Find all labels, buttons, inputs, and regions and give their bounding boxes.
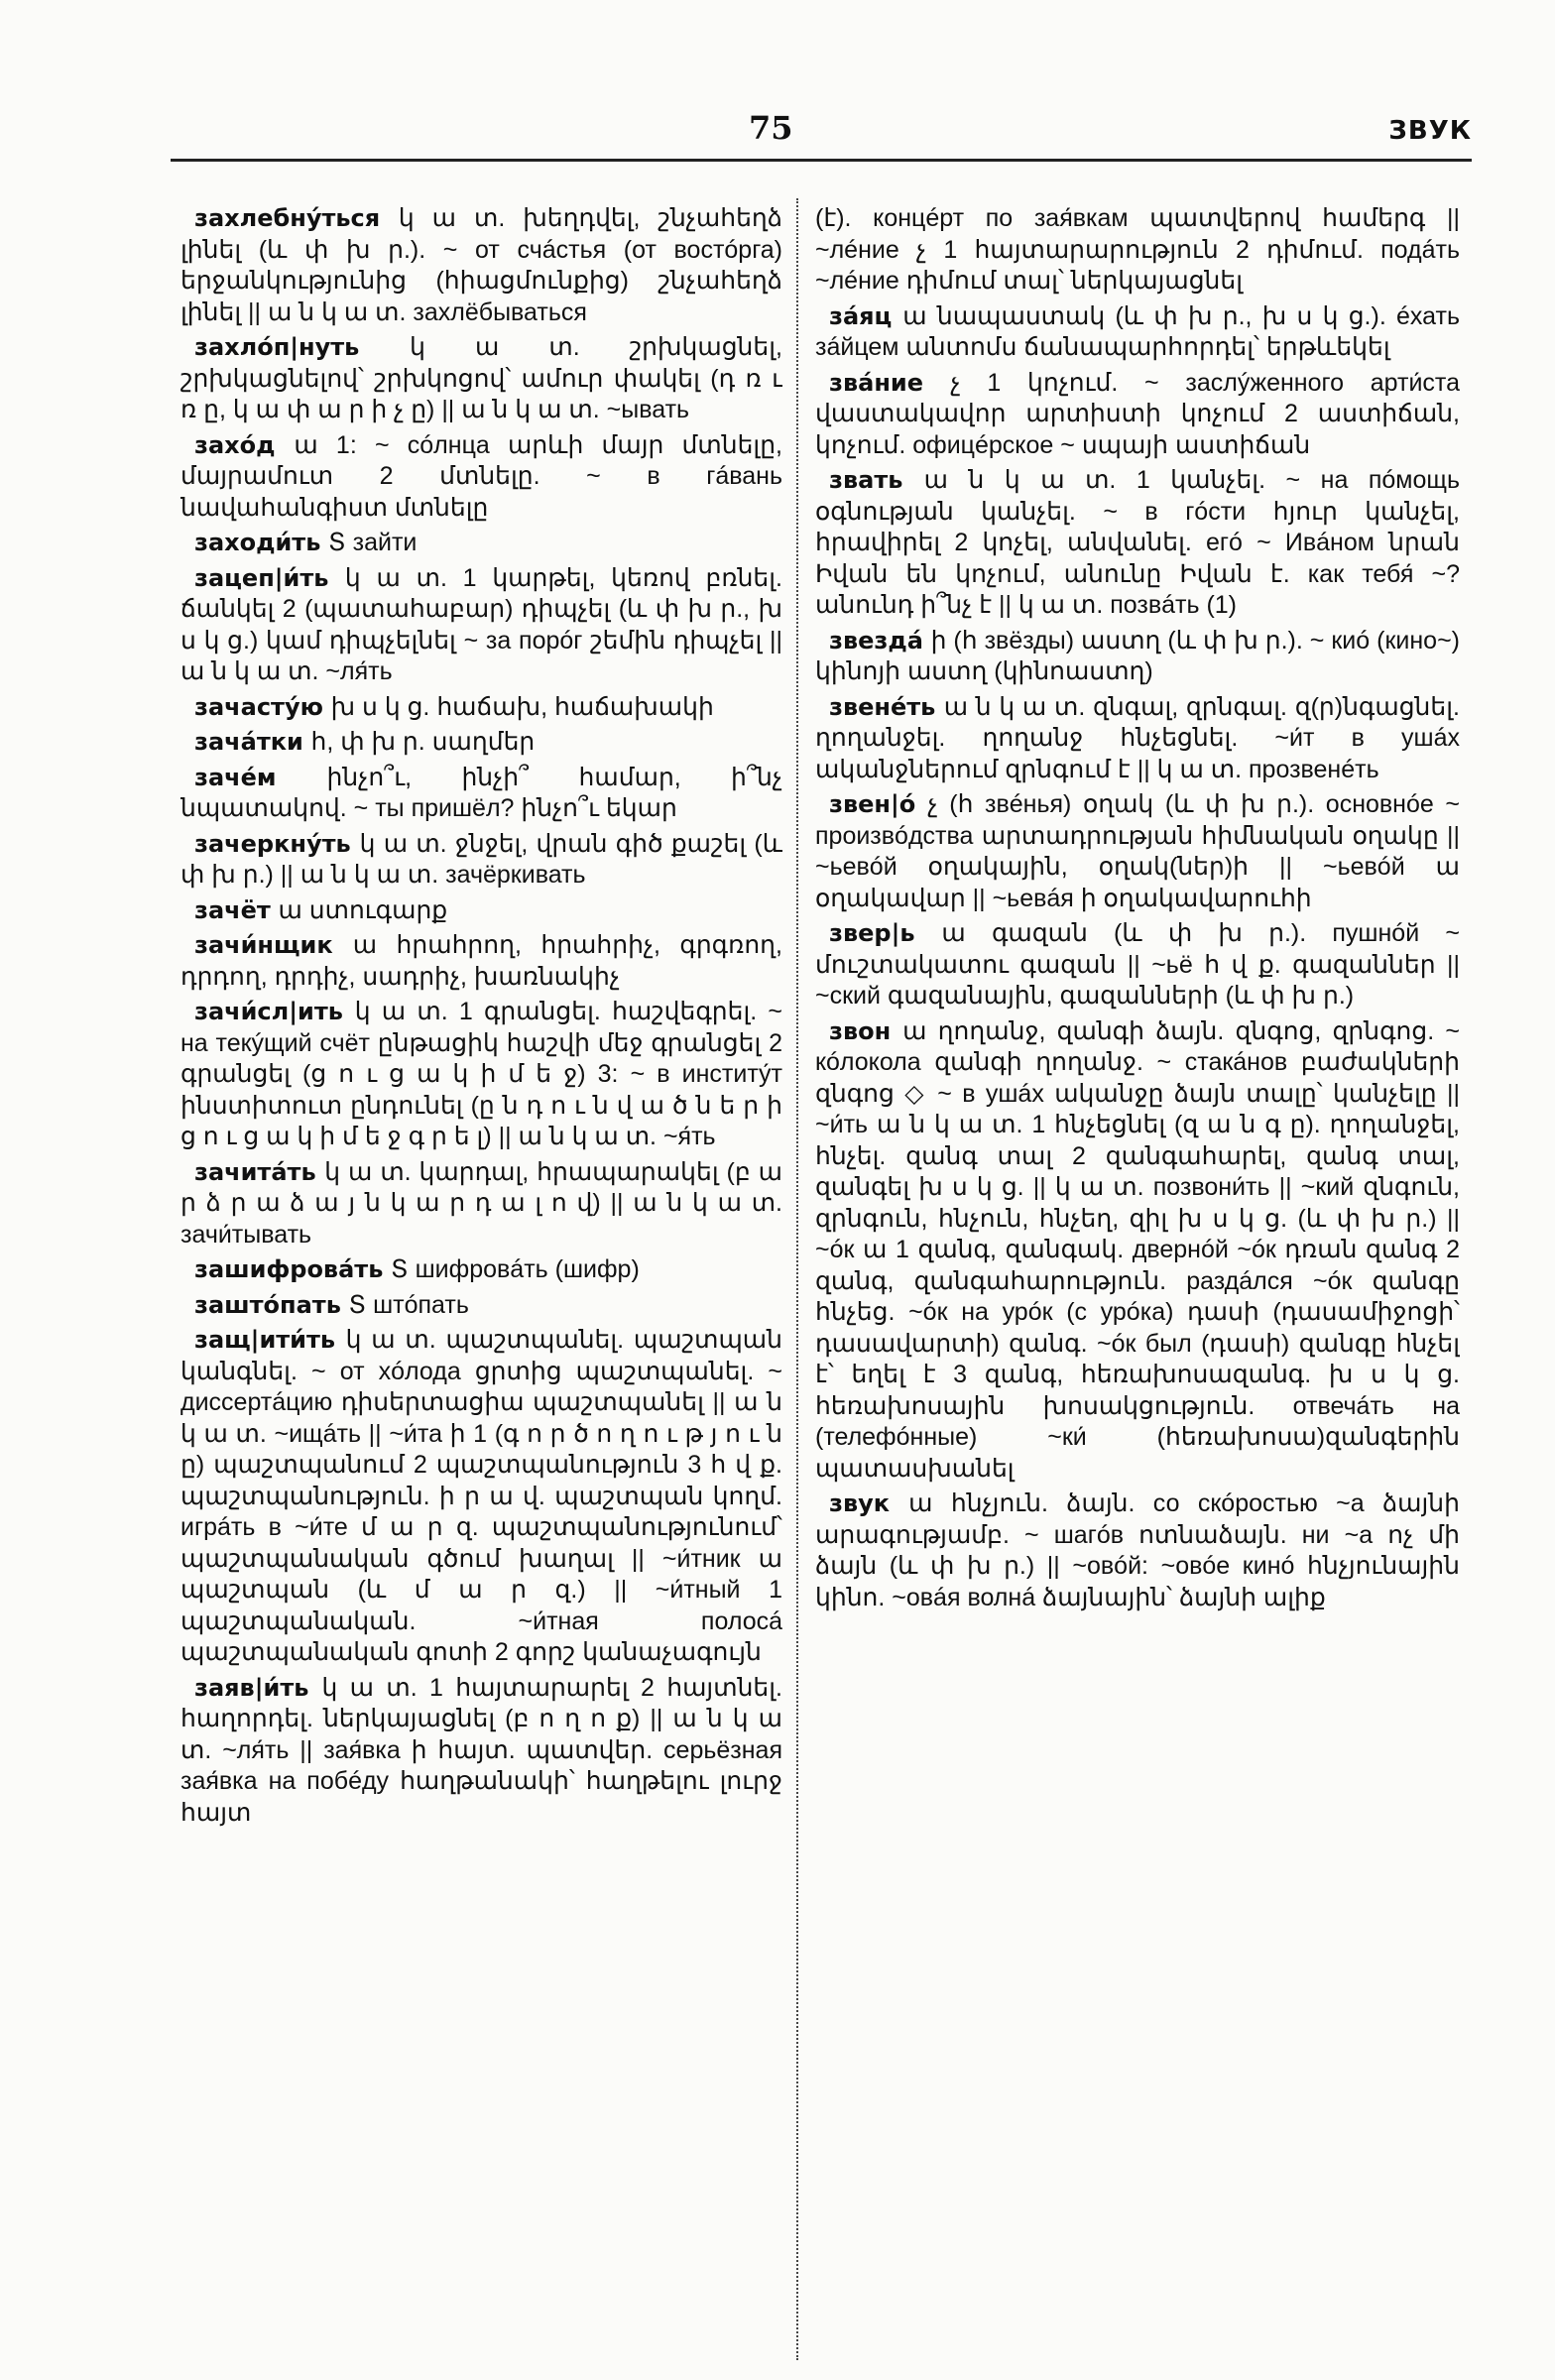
dictionary-entry xyxy=(180,563,782,688)
entry-definition: կ ա տ. 1 կարթել, կեռով բռնել. ճանկել 2 (պատահաբար) դիպչել (և փ խ ր., խ ս կ ց.) կամ դիպչելնել ~ за порóг շեմին դիպչել || ա ն կ ա տ. ~ля́ть xyxy=(180,563,782,685)
entry-headword: зацеп|и́ть xyxy=(194,563,329,592)
entry-headword: звон xyxy=(829,1016,892,1045)
dictionary-entry xyxy=(180,829,782,892)
dictionary-entry xyxy=(815,203,1460,298)
dictionary-entry xyxy=(180,692,782,724)
entry-headword: зачастýю xyxy=(194,692,323,721)
entry-definition: (է). концéрт по зая́вкам պատվերով համերգ || ~лéние չ 1 հայտարարություն 2 դիմում. подáть ~лéние դիմում տալ՝ ներկայացնել xyxy=(815,204,1460,295)
entry-definition: Տ шифровáть (шифр) xyxy=(391,1255,640,1283)
entry-definition: չ (հ звéнья) օղակ (և փ խ ր.). основнóе ~ произвóдства արտադրության հիմնական օղակը || ~ьевóй օղակային, օղակ(ներ)ի || ~ьевóй ա օղակավար || ~ьевáя ի օղակավարուհի xyxy=(815,790,1460,912)
entry-definition: կ ա տ. կարդալ, հրապարակել (բ ա ր ձ ր ա ձ ա յ ն կ ա ր դ ա լ ո վ) || ա ն կ ա տ. зачи́тывать xyxy=(180,1157,782,1249)
dictionary-entry xyxy=(180,1673,782,1830)
entry-definition: ա հնչյուն. ձայն. со скóростью ~а ձայնի արագությամբ. ~ шагóв ոտնաձայն. ни ~а ոչ մի ձայն (և փ խ ր.) || ~овóй: ~овóе кинó հնչյունային կինո. ~овáя волнá ձայնային՝ ձայնի ալիք xyxy=(815,1489,1460,1611)
entry-definition: ա 1: ~ сóлнца արևի մայր մտնելը, մայրամուտ 2 մտնելը. ~ в гáвань նավահանգիստ մտնելը xyxy=(180,430,782,522)
dictionary-entry xyxy=(180,1254,782,1286)
header-rule xyxy=(171,159,1472,162)
dictionary-entry xyxy=(815,626,1460,688)
entry-headword: звен|ó xyxy=(829,790,916,818)
entry-headword: зачитáть xyxy=(194,1157,316,1186)
entry-headword: звер|ь xyxy=(829,919,915,947)
entry-headword: звенéть xyxy=(829,692,936,721)
dictionary-entry xyxy=(815,368,1460,462)
entry-definition: ա ն կ ա տ. 1 կանչել. ~ на пóмощь օգնության կանչել. ~ в гóсти հյուր կանչել, հրավիրել 2 կոչել, անվանել. егó ~ Ивáном նրան Իվան են կոչում, անունը Իվան է. как тебя́ ~? անունդ ի՞նչ է || կ ա տ. позвáть (1) xyxy=(815,466,1460,619)
entry-definition: կ ա տ. շրխկացնել, շրխկացնելով՝ շրխկոցով՝ ամուր փակել (դ ռ ւ ռ ը, կ ա փ ա ր ի չ ը) || ա ն կ ա տ. ~ывать xyxy=(180,333,782,423)
entry-headword: звездá xyxy=(829,626,923,654)
dictionary-entry xyxy=(815,1488,1460,1613)
entry-headword: зачи́нщик xyxy=(194,931,333,959)
entry-definition: կ ա տ. պաշտպանել. պաշտպան կանգնել. ~ от хóлода ցրտից պաշտպանել. ~ диссертáцию դիսերտացիա պաշտպանել || ա ն կ ա տ. ~ищáть || ~и́та ի 1 (գ ո ր ծ ո ղ ո ւ թ յ ո ւ ն ը) պաշտպանում 2 պաշտպանություն 3 հ վ ք. պաշտպանություն. ի ր ա վ. պաշտպան կողմ. игрáть в ~и́те մ ա ր զ. պաշտպանությունում՝ պաշտպանական գծում խաղալ || ~и́тник ա պաշտպան (և մ ա ր զ.) || ~и́тный 1 պաշտպանական. ~и́тная полосá պաշտպանական գոտի 2 գորշ կանաչագույն xyxy=(180,1326,782,1666)
entry-definition: կ ա տ. 1 հայտարարել 2 հայտնել. հաղորդել. ներկայացնել (բ ո ղ ո ք) || ա ն կ ա տ. ~ля́ть || зая́вка ի հայտ. պատվեր. серьёзная зая́вка на побéду հաղթանակի՝ հաղթելու լուրջ հայտ xyxy=(180,1673,782,1827)
page-number: 75 xyxy=(749,109,793,147)
entry-definition: հ, փ խ ր. սաղմեր xyxy=(310,728,536,756)
entry-headword: захóд xyxy=(194,430,276,459)
entry-definition: չ 1 կոչում. ~ заслýженного арти́ста վաստակավոր արտիստի կոչում 2 աստիճան, կոչում. офицéрское ~ սպայի աստիճան xyxy=(815,368,1460,459)
dictionary-entry xyxy=(815,465,1460,622)
dictionary-entry xyxy=(180,763,782,825)
dictionary-entry xyxy=(180,930,782,993)
entry-definition: կ ա տ. խեղդվել, շնչահեղձ լինել (և փ խ ր.). ~ от счáстья (от востóрга) երջանկությունից (հիացմունքից) շնչահեղձ լինել || ա ն կ ա տ. захлёбываться xyxy=(180,204,782,326)
entry-headword: заходи́ть xyxy=(194,529,321,556)
entry-headword: защ|ити́ть xyxy=(194,1326,336,1354)
entry-definition: Տ зайти xyxy=(328,529,418,556)
dictionary-entry xyxy=(180,997,782,1153)
entry-definition: խ ս կ ց. հաճախ, հաճախակի xyxy=(330,692,714,721)
column-divider xyxy=(796,198,798,2360)
entry-headword: зачёт xyxy=(194,895,271,924)
entry-headword: зачи́сл|ить xyxy=(194,998,343,1025)
entry-headword: заштóпать xyxy=(194,1290,341,1319)
entry-definition: ա հրահրող, հրահրիչ, գրգռող, դրդող, դրդիչ, սադրիչ, խառնակիչ xyxy=(180,931,782,991)
entry-definition: ի (հ звёзды) աստղ (և փ խ ր.). ~ киó (кино~) կինոյի աստղ (կինոաստղ) xyxy=(815,626,1460,685)
entry-headword: звать xyxy=(829,466,903,494)
dictionary-entry xyxy=(180,203,782,328)
entry-headword: звáние xyxy=(829,368,924,397)
dictionary-entry xyxy=(815,918,1460,1012)
dictionary-entry xyxy=(180,332,782,426)
entry-headword: зачáтки xyxy=(194,728,303,756)
dictionary-entry xyxy=(180,1325,782,1669)
entry-definition: ա ստուգարք xyxy=(278,895,448,924)
right-column xyxy=(815,203,1460,2355)
entry-definition: ա ն կ ա տ. զնգալ, զրնգալ. զ(ր)նգացնել. ղողանջել. ղողանջ հնչեցնել. ~и́т в ушáх ականջներում զրնգում է || կ ա տ. прозвенéть xyxy=(815,692,1460,783)
entry-definition: կ ա տ. ջնջել, վրան գիծ քաշել (և փ խ ր.) || ա ն կ ա տ. зачёркивать xyxy=(180,829,782,889)
entry-definition: ա գազան (և փ խ ր.). пушнóй ~ մուշտակատու գազան || ~ьё հ վ ք. գազաններ || ~ский գազանային, գազանների (և փ խ ր.) xyxy=(815,919,1460,1010)
dictionary-entry xyxy=(180,430,782,525)
entry-headword: зашифровáть xyxy=(194,1255,384,1283)
dictionary-entry xyxy=(815,1016,1460,1486)
entry-headword: заяв|и́ть xyxy=(194,1673,309,1702)
entry-headword: звук xyxy=(829,1489,891,1517)
dictionary-entry xyxy=(180,895,782,927)
dictionary-entry xyxy=(180,1157,782,1251)
entry-definition: ինչո՞ւ, ինչի՞ համար, ի՞նչ նպատակով. ~ ты пришёл? ինչո՞ւ եկար xyxy=(180,763,782,822)
entry-definition: ա նապաստակ (և փ խ ր., խ ս կ ց.). éхать зáйцем անտոմս ճանապարհորդել՝ երթևեկել xyxy=(815,301,1460,361)
dictionary-entry xyxy=(815,301,1460,364)
dictionary-entry xyxy=(815,789,1460,914)
entry-headword: захлебнýться xyxy=(194,204,381,232)
entry-definition: Տ штóпать xyxy=(348,1290,469,1319)
entry-headword: захлóп|нуть xyxy=(194,333,360,361)
left-column xyxy=(180,203,782,2355)
entry-definition: կ ա տ. 1 գրանցել. հաշվեգրել. ~ на текýщий счёт ընթացիկ հաշվի մեջ գրանցել 2 գրանցել (ց ո ւ ց ա կ ի մ ե ջ) 3: ~ в институ́т ինստիտուտ ընդունել (ը ն դ ո ւ ն վ ա ծ ն ե ր ի ց ո ւ ց ա կ ի մ ե ջ գ ր ե լ) || ա ն կ ա տ. ~я́ть xyxy=(180,998,782,1150)
dictionary-entry xyxy=(180,727,782,759)
running-head: ЗВУК xyxy=(1388,116,1472,146)
dictionary-entry xyxy=(180,1290,782,1322)
entry-headword: зачéм xyxy=(194,763,277,791)
entry-headword: зáяц xyxy=(829,301,893,330)
entry-definition: ա ղողանջ, զանգի ձայն. զնգոց, զրնգոց. ~ кóлокола զանգի ղողանջ. ~ стакáнов բաժակների զնգոց ◇ ~ в ушáх ականջը ձայն տալը՝ կանչելը || ~и́ть ա ն կ ա տ. 1 հնչեցնել (զ ա ն գ ը). ղողանջել, հնչել. զանգ տալ 2 զանգահարել, զանգ տալ, զանգել խ ս կ ց. || կ ա տ. позвони́ть || ~кий զնգուն, զրնգուն, հնչուն, հնչեղ, զիլ խ ս կ ց. (և փ խ ր.) || ~óк ա 1 զանգ, զանգակ. двернóй ~óк դռան զանգ 2 զանգ, զանգահարություն. раздáлся ~óк զանգը հնչեց. ~óк на урóк (с урóка) դասի (դասամիջոցի՝ դասավարտի) զանգ. ~óк был (դասի) զանգը հնչել է՝ եղել է 3 զանգ, հեռախոսազանգ. խ ս կ ց. հեռախոսային խոսակցություն. отвечáть на (телефóнные) ~ки́ (հեռախոսա)զանգերին պատասխանել xyxy=(815,1016,1460,1483)
entry-headword: зачеркнýть xyxy=(194,829,351,858)
dictionary-entry xyxy=(815,692,1460,786)
dictionary-entry xyxy=(180,528,782,559)
